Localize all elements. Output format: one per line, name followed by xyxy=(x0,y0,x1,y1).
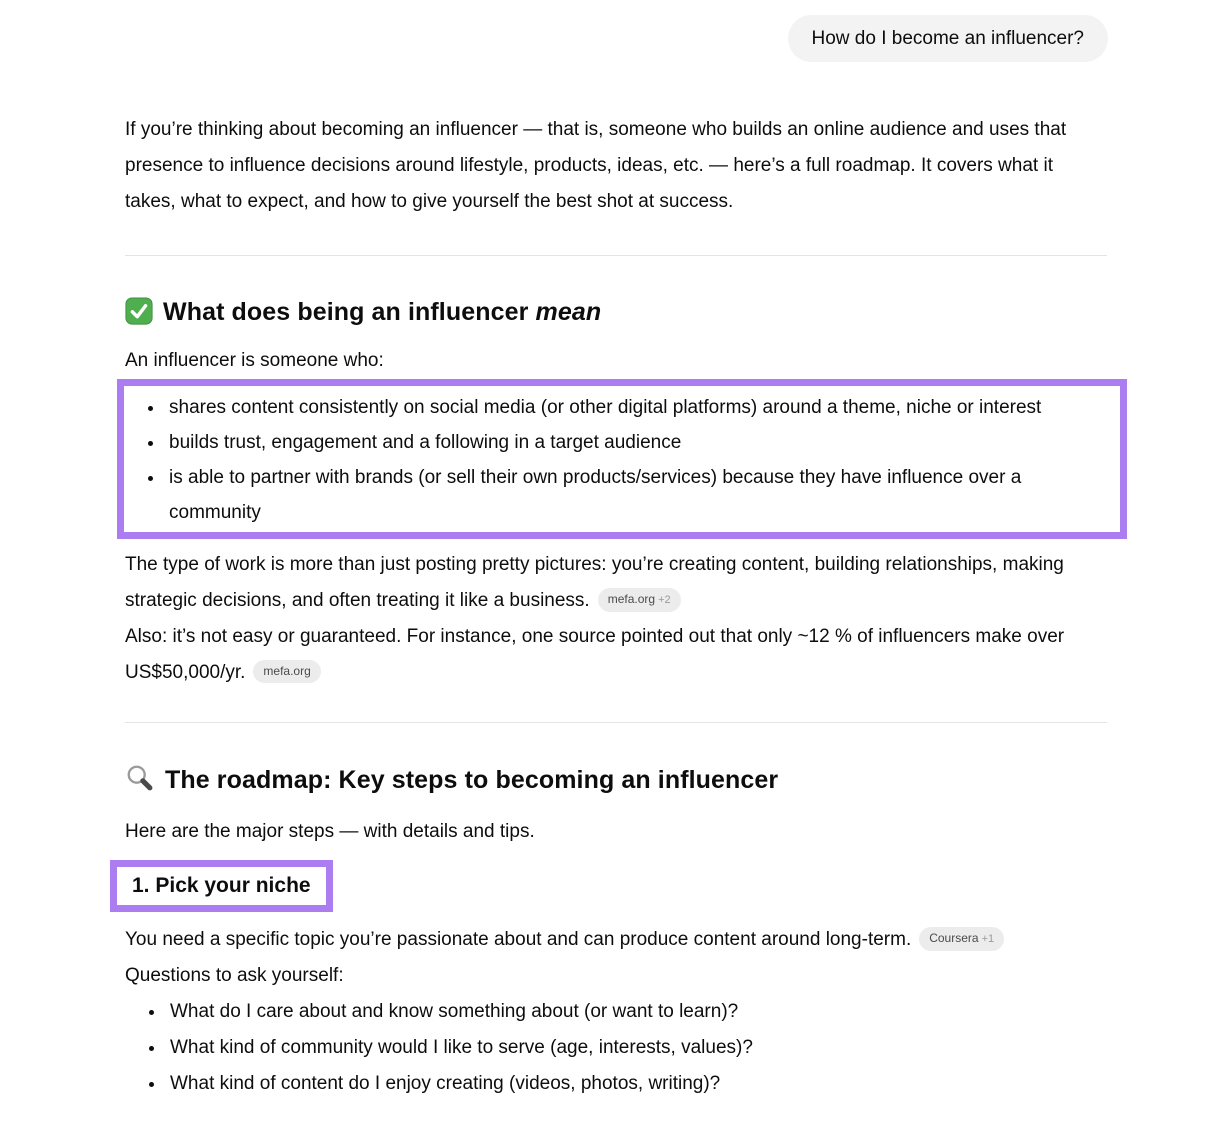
list-item: • What do I care about and know something about (or want to learn)? xyxy=(166,994,1107,1030)
step1-heading-row xyxy=(125,860,1107,912)
list-item: • builds trust, engagement and a following in a target audience xyxy=(165,425,1110,460)
intro-paragraph: If you’re thinking about becoming an influencer — that is, someone who builds an online audience and uses that presence to influence decisions around lifestyle, products, ideas, etc. — here’s a full roadmap. It covers what it takes, what to expect, and how to give yourself the best shot at success. xyxy=(125,119,1067,212)
influencer-definition-list xyxy=(124,390,1120,530)
section2-heading xyxy=(125,763,1107,801)
paragraph-text: The type of work is more than just posting pretty pictures: you’re creating content, building relationships, making strategic decisions, and often treating it like a business. xyxy=(125,554,1064,611)
questions-lead: Questions to ask yourself: xyxy=(125,965,344,986)
section1-heading-text: What does being an influencer xyxy=(163,298,529,326)
paragraph-text: Also: it’s not easy or guaranteed. For instance, one source pointed out that only ~12 % of influencers make over US$50,000/yr. xyxy=(125,626,1065,683)
step1-heading: 1. Pick your niche xyxy=(132,874,311,897)
questions-list xyxy=(125,994,1107,1102)
user-message-bubble: How do I become an influencer? xyxy=(788,15,1109,62)
list-item: • What kind of content do I enjoy creating (videos, photos, writing)? xyxy=(166,1066,1107,1102)
user-message-row xyxy=(788,15,1109,62)
section1-heading-emphasis: mean xyxy=(535,298,602,326)
list-item: • What kind of community would I like to serve (age, interests, values)? xyxy=(166,1030,1107,1066)
citation-source: mefa.org xyxy=(263,664,311,678)
reality-check-paragraph xyxy=(125,619,1107,691)
section1-heading xyxy=(125,296,1107,333)
citation-extra-count: +1 xyxy=(981,933,995,945)
section-divider xyxy=(125,255,1107,256)
magnifying-glass-icon xyxy=(125,763,155,801)
citation-source: Coursera xyxy=(929,931,979,945)
section-divider xyxy=(125,722,1107,723)
list-item: • is able to partner with brands (or sell their own products/services) because they have influence over a community xyxy=(165,460,1110,530)
section2-lead: Here are the major steps — with details and tips. xyxy=(125,821,535,842)
section1-lead: An influencer is someone who: xyxy=(125,350,384,371)
citation-badge[interactable] xyxy=(253,660,320,683)
step1-paragraph xyxy=(125,922,1107,958)
paragraph-text: You need a specific topic you’re passionate about and can produce content around long-term. xyxy=(125,929,912,950)
citation-extra-count: +2 xyxy=(658,594,671,606)
annotation-highlight-box xyxy=(110,860,333,912)
white-check-mark-icon xyxy=(125,297,153,333)
annotation-highlight-box xyxy=(117,379,1127,539)
assistant-message xyxy=(125,112,1107,1102)
citation-badge[interactable] xyxy=(598,588,681,612)
citation-source: mefa.org xyxy=(607,592,656,606)
work-description-paragraph xyxy=(125,547,1107,619)
citation-badge[interactable] xyxy=(919,927,1004,951)
list-item: • shares content consistently on social media (or other digital platforms) around a theme, niche or interest xyxy=(165,390,1110,425)
section2-heading-text: The roadmap: Key steps to becoming an influencer xyxy=(165,766,779,794)
